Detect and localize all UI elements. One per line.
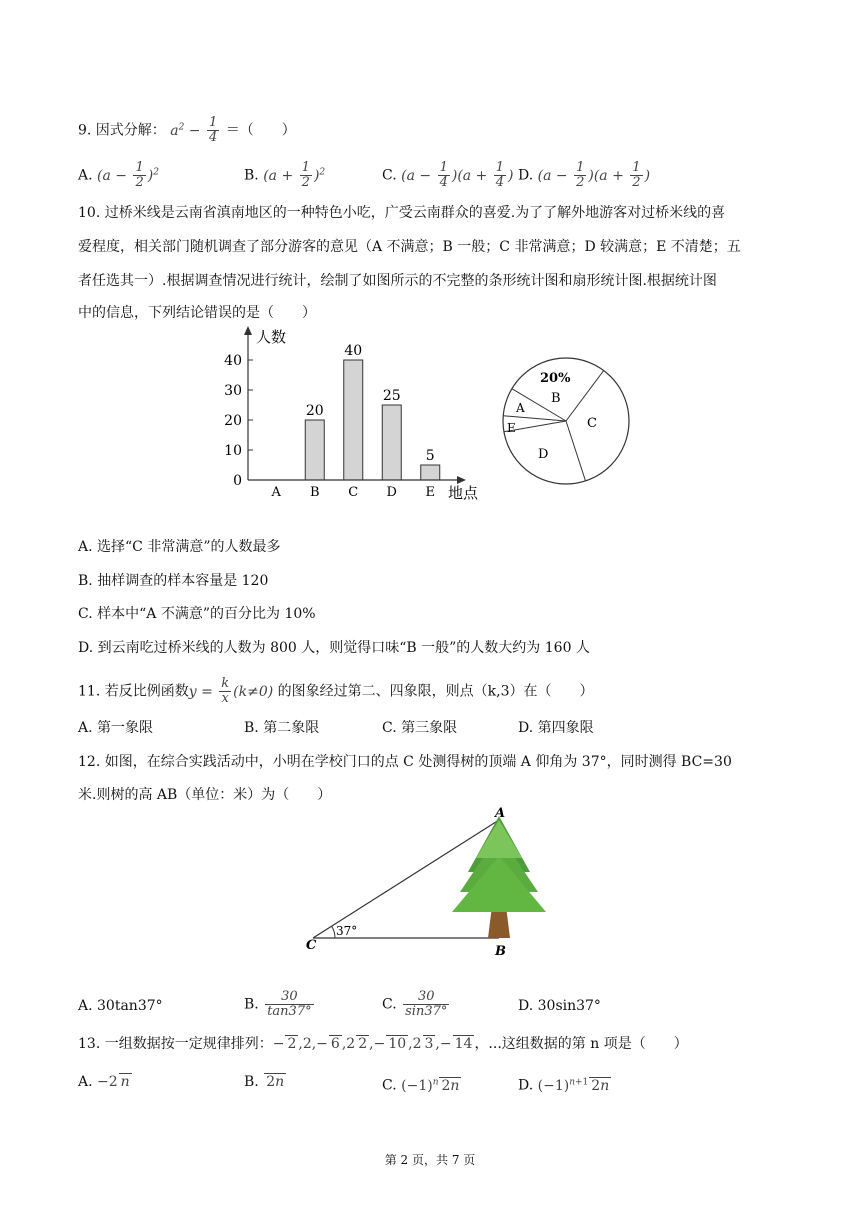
x-axis-label: 地点 <box>448 484 479 502</box>
q9-option-c: C. (a − $\frac{1}{4}$ )(a + $\frac{1}{4}$ ) <box>382 160 514 190</box>
pie-label-c: C <box>587 416 597 431</box>
q12-option-b-den: tan37° <box>267 1004 312 1019</box>
x-axis-arrow <box>457 476 466 484</box>
bar-d <box>382 405 401 480</box>
x-tick-label: A <box>271 485 281 500</box>
q12-line-2: 米.则树的高 AB（单位：米）为（ ） <box>78 787 332 803</box>
q13-option-b-label: B. <box>244 1074 259 1090</box>
q9-expression: $a^2$ − $\frac{1}{4}$ <box>170 115 218 145</box>
pie-label-a: A <box>516 401 525 415</box>
x-tick-label: B <box>309 485 320 500</box>
angle-label: 37° <box>336 924 358 938</box>
y-tick-label: 30 <box>224 383 242 399</box>
q11-option-a: A. 第一象限 <box>78 720 154 736</box>
q10-line-2: 爱程度，相关部门随机调查了部分游客的意见（A 不满意；B 一般；C 非常满意；D 较满意；E 不清楚；五 <box>78 239 741 255</box>
q9-option-b: B. (a + $\frac{1}{2}$ )$^2$ <box>244 160 326 190</box>
bar-value-label: 20 <box>305 403 324 419</box>
q9-option-d: D. (a − $\frac{1}{2}$ )(a + $\frac{1}{2}$ ) <box>518 160 651 190</box>
q12-line-1: 12. 如图，在综合实践活动中，小明在学校门口的点 C 处测得树的顶端 A 仰角为 37°，同时测得 BC=30 <box>78 754 732 770</box>
q9-stem <box>78 116 296 145</box>
q11-option-b: B. 第二象限 <box>244 720 320 736</box>
y-tick-label: 10 <box>224 443 242 459</box>
pie-chart <box>498 353 634 489</box>
y-axis-label: 人数 <box>256 328 287 346</box>
q9-option-d-label: D. <box>518 167 534 184</box>
bar-value-label: 40 <box>344 343 363 359</box>
q9-option-b-label: B. <box>244 167 259 184</box>
q10-line-3: 者任选其一）.根据调查情况进行统计，绘制了如图所示的不完整的条形统计图和扇形统计图.根据统计图 <box>78 273 717 289</box>
pie-label-e: E <box>507 421 516 435</box>
bar-value-label: 5 <box>425 448 435 464</box>
q13-sequence: − 2 ,2,− 6 ,2 2 ,− 10 ,2 3 ,− 14 <box>272 1036 473 1052</box>
q10-option-b: B. 抽样调查的样本容量是 120 <box>78 573 269 589</box>
q12-option-c <box>382 990 451 1019</box>
q12-option-c-num: 30 <box>403 990 449 1005</box>
q9-option-a: A. (a − $\frac{1}{2}$ )$^2$ <box>78 160 159 190</box>
pie-label-b: B <box>551 391 561 406</box>
bar-e <box>421 465 440 480</box>
x-tick-label: C <box>348 485 359 500</box>
q13-stem <box>78 1034 688 1054</box>
q13-option-a: A. −2 n <box>78 1074 130 1090</box>
q11-option-d: D. 第四象限 <box>518 720 594 736</box>
q10-option-c: C. 样本中“A 不满意”的百分比为 10% <box>78 606 316 622</box>
q11-function: y = $\frac{k}{x}$ (k≠0) <box>188 676 274 706</box>
point-a-label: A <box>495 806 506 821</box>
x-tick-label: E <box>425 485 435 500</box>
q12-option-c-den: sin37° <box>405 1004 448 1019</box>
q12-option-a: A. 30tan37° <box>78 998 163 1014</box>
bar-group <box>224 343 440 500</box>
q11-stem <box>78 677 594 706</box>
pie-label-d: D <box>538 447 549 462</box>
y-tick-label: 0 <box>233 473 242 489</box>
q13-option-c-label: C. <box>382 1077 397 1094</box>
page-footer: 第 2 页，共 7 页 <box>384 1153 476 1167</box>
x-tick-label: D <box>386 485 397 500</box>
q11-tail: 的图象经过第二、四象限，则点（k,3）在（ ） <box>277 683 594 700</box>
bar-c <box>344 360 363 480</box>
q9-option-c-label: C. <box>382 167 397 184</box>
q12-option-c-label: C. <box>382 996 397 1013</box>
y-tick-label: 40 <box>224 353 242 369</box>
q10-line-4: 中的信息，下列结论错误的是（ ） <box>78 305 316 321</box>
q9-option-a-label: A. <box>78 167 93 184</box>
q10-option-a: A. 选择“C 非常满意”的人数最多 <box>78 539 281 555</box>
q10-option-d: D. 到云南吃过桥米线的人数为 800 人，则觉得口味“B 一般”的人数大约为 160 人 <box>78 640 590 656</box>
q13-option-a-label: A. <box>78 1074 93 1090</box>
q9-stem-text: 9. 因式分解： <box>78 122 166 139</box>
q11-stem-text: 11. 若反比例函数 <box>78 683 189 700</box>
point-b-label: B <box>495 944 506 959</box>
bar-value-label: 25 <box>382 388 401 404</box>
q13-option-d-label: D. <box>518 1077 534 1094</box>
tree-figure <box>300 806 562 962</box>
q12-option-d: D. 30sin37° <box>518 998 601 1014</box>
q12-option-b <box>244 990 316 1019</box>
q11-option-c: C. 第三象限 <box>382 720 458 736</box>
q12-option-b-label: B. <box>244 996 259 1013</box>
q13-stem-text: 13. 一组数据按一定规律排列： <box>78 1036 273 1052</box>
bar-chart <box>222 322 484 504</box>
q10-line-1: 10. 过桥米线是云南省滇南地区的一种特色小吃，广受云南群众的喜爱.为了了解外地游客对过桥米线的喜 <box>78 205 726 221</box>
q13-option-b: B. 2n <box>244 1074 285 1090</box>
point-c-label: C <box>306 938 317 953</box>
y-tick-label: 20 <box>224 413 242 429</box>
q9-tail: ＝（ ） <box>225 122 296 139</box>
q12-option-b-num: 30 <box>265 990 313 1005</box>
q13-option-d: D. $(-1)^{n+1}$ 2n <box>518 1077 610 1094</box>
q13-tail: ，...这组数据的第 n 项是（ ） <box>474 1036 688 1052</box>
pie-annotation-percent: 20% <box>540 371 571 386</box>
bar-b <box>305 420 324 480</box>
tree-icon <box>452 816 546 938</box>
q13-option-c: C. $(-1)^n$ 2n <box>382 1077 460 1094</box>
angle-arc <box>332 926 335 938</box>
y-axis-arrow <box>244 326 252 335</box>
